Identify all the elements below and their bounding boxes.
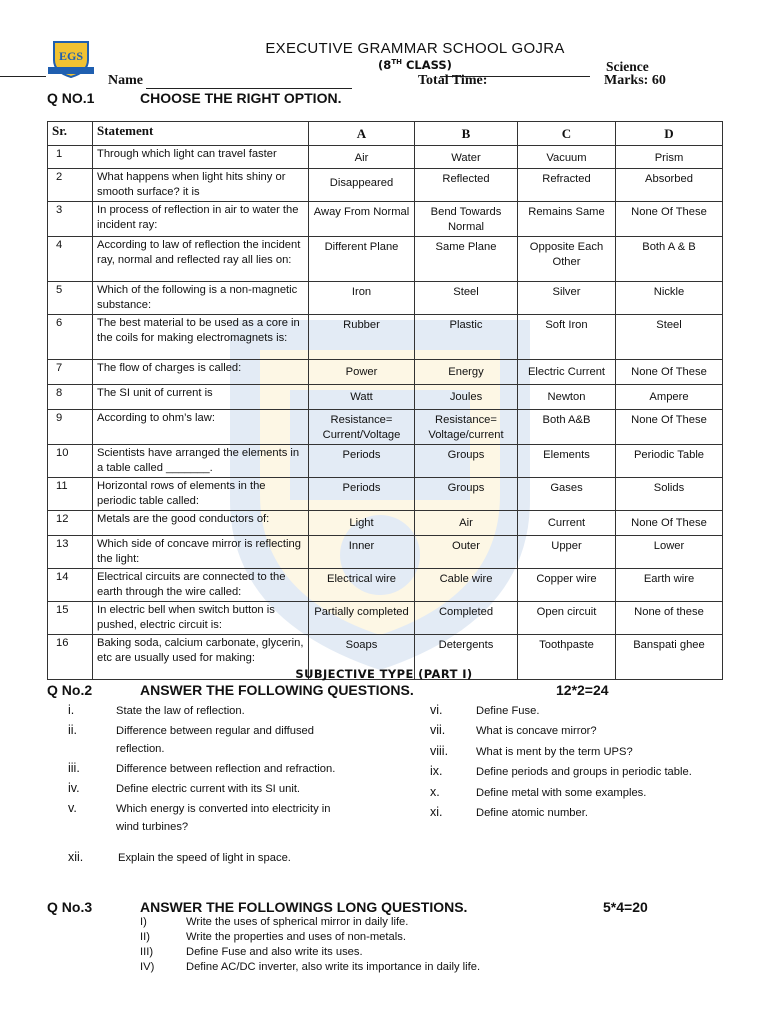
option-d: None Of These <box>616 511 723 536</box>
row-number: 8 <box>48 385 93 410</box>
option-d: Periodic Table <box>616 445 723 478</box>
option-a: Resistance= Current/Voltage <box>309 410 415 445</box>
list-number: III) <box>140 946 154 958</box>
row-number: 2 <box>48 169 93 202</box>
option-a: Periods <box>309 445 415 478</box>
table-row <box>48 360 723 385</box>
subject-label: Science <box>606 59 649 74</box>
name-blank <box>146 88 352 89</box>
row-number: 13 <box>48 536 93 569</box>
table-row <box>48 146 723 169</box>
option-c: Both A&B <box>518 410 616 445</box>
question-text: Define metal with some examples. <box>476 787 647 799</box>
option-b: Same Plane <box>415 237 518 282</box>
option-c: Refracted <box>518 169 616 202</box>
row-statement: The flow of charges is called: <box>93 360 309 385</box>
question-text: Write the properties and uses of non-metals. <box>186 931 406 943</box>
q1-number: Q NO.1 <box>47 90 95 106</box>
list-number: ii. <box>68 723 78 737</box>
option-c: Electric Current <box>518 360 616 385</box>
col-b: B <box>415 122 518 146</box>
option-c: Open circuit <box>518 602 616 635</box>
row-statement: What happens when light hits shiny or smooth surface? it is <box>93 169 309 202</box>
question-text: What is ment by the term UPS? <box>476 746 633 758</box>
row-statement: Scientists have arranged the elements in a table called _______. <box>93 445 309 478</box>
logo-lettering: EGS <box>58 49 84 63</box>
option-c: Silver <box>518 282 616 315</box>
option-d: Ampere <box>616 385 723 410</box>
list-number: xi. <box>430 805 443 819</box>
row-number: 4 <box>48 237 93 282</box>
school-logo <box>46 40 96 78</box>
mcq-table <box>47 121 723 680</box>
option-b: Outer <box>415 536 518 569</box>
row-statement: According to ohm’s law: <box>93 410 309 445</box>
option-d: Prism <box>616 146 723 169</box>
row-statement: Which of the following is a non-magnetic substance: <box>93 282 309 315</box>
option-c: Remains Same <box>518 202 616 237</box>
marks-label: Marks: 60 <box>604 73 666 88</box>
row-statement: The SI unit of current is <box>93 385 309 410</box>
question-text: Explain the speed of light in space. <box>118 852 291 864</box>
list-number: x. <box>430 785 440 799</box>
option-b: Joules <box>415 385 518 410</box>
row-number: 15 <box>48 602 93 635</box>
school-name: EXECUTIVE GRAMMAR SCHOOL GOJRA <box>265 40 565 57</box>
option-b: Detergents <box>415 635 518 680</box>
option-b: Cable wire <box>415 569 518 602</box>
option-b: Groups <box>415 445 518 478</box>
option-c: Opposite Each Other <box>518 237 616 282</box>
option-a: Light <box>309 511 415 536</box>
total-time-label: Total Time: <box>418 73 488 88</box>
option-d: Lower <box>616 536 723 569</box>
option-d: Earth wire <box>616 569 723 602</box>
q2-title: ANSWER THE FOLLOWING QUESTIONS. <box>140 682 414 698</box>
list-number: iii. <box>68 761 80 775</box>
row-number: 12 <box>48 511 93 536</box>
option-a: Partially completed <box>309 602 415 635</box>
option-c: Elements <box>518 445 616 478</box>
class-label: (8TH CLASS) <box>378 58 452 72</box>
row-statement: In electric bell when switch button is pushed, electric circuit is: <box>93 602 309 635</box>
row-number: 16 <box>48 635 93 680</box>
row-statement: According to law of reflection the incident ray, normal and reflected ray all lies on: <box>93 237 309 282</box>
option-a: Disappeared <box>309 169 415 202</box>
option-c: Current <box>518 511 616 536</box>
option-b: Completed <box>415 602 518 635</box>
row-number: 1 <box>48 146 93 169</box>
row-statement: Which side of concave mirror is reflecting the light: <box>93 536 309 569</box>
row-number: 5 <box>48 282 93 315</box>
col-d: D <box>616 122 723 146</box>
row-statement: In process of reflection in air to water the incident ray: <box>93 202 309 237</box>
list-number: i. <box>68 703 75 717</box>
question-text: What is concave mirror? <box>476 725 597 737</box>
table-row <box>48 282 723 315</box>
list-number: vii. <box>430 723 446 737</box>
option-a: Periods <box>309 478 415 511</box>
table-row <box>48 445 723 478</box>
q2-last-item <box>68 848 368 868</box>
option-a: Air <box>309 146 415 169</box>
option-a: Inner <box>309 536 415 569</box>
mcq-header-row <box>48 122 723 146</box>
col-sr: Sr. <box>48 122 93 146</box>
q2-right-list <box>430 701 730 831</box>
option-d: Solids <box>616 478 723 511</box>
question-text: Which energy is converted into electricity in wind turbines? <box>116 803 331 833</box>
q2-marks: 12*2=24 <box>556 682 609 698</box>
table-row <box>48 315 723 360</box>
subjective-heading: SUBJECTIVE TYPE (PART I) <box>295 667 473 681</box>
list-number: II) <box>140 931 150 943</box>
row-statement: Through which light can travel faster <box>93 146 309 169</box>
option-b: Reflected <box>415 169 518 202</box>
option-d: None of these <box>616 602 723 635</box>
option-a: Watt <box>309 385 415 410</box>
table-row <box>48 569 723 602</box>
row-number: 14 <box>48 569 93 602</box>
col-c: C <box>518 122 616 146</box>
option-d: None Of These <box>616 360 723 385</box>
row-statement: Metals are the good conductors of: <box>93 511 309 536</box>
q3-title: ANSWER THE FOLLOWINGS LONG QUESTIONS. <box>140 899 468 915</box>
option-b: Steel <box>415 282 518 315</box>
option-a: Power <box>309 360 415 385</box>
option-b: Bend Towards Normal <box>415 202 518 237</box>
option-c: Gases <box>518 478 616 511</box>
option-b: Water <box>415 146 518 169</box>
list-number: I) <box>140 916 147 928</box>
row-number: 9 <box>48 410 93 445</box>
question-text: Define periods and groups in periodic table. <box>476 766 692 778</box>
header-rule-left <box>0 76 46 77</box>
option-d: None Of These <box>616 410 723 445</box>
option-a: Away From Normal <box>309 202 415 237</box>
row-statement: Horizontal rows of elements in the periodic table called: <box>93 478 309 511</box>
question-text: Define atomic number. <box>476 807 588 819</box>
option-c: Vacuum <box>518 146 616 169</box>
list-number: xii. <box>68 850 84 864</box>
option-a: Rubber <box>309 315 415 360</box>
question-text: Define Fuse and also write its uses. <box>186 946 363 958</box>
option-d: Banspati ghee <box>616 635 723 680</box>
option-d: Steel <box>616 315 723 360</box>
col-a: A <box>309 122 415 146</box>
question-text: Define electric current with its SI unit. <box>116 783 301 795</box>
q2-left-list <box>68 701 358 851</box>
option-d: Absorbed <box>616 169 723 202</box>
list-number: viii. <box>430 744 449 758</box>
option-b: Air <box>415 511 518 536</box>
table-row <box>48 237 723 282</box>
name-label: Name <box>108 73 143 88</box>
question-text: State the law of reflection. <box>116 705 245 717</box>
row-number: 7 <box>48 360 93 385</box>
row-number: 3 <box>48 202 93 237</box>
q3-number: Q No.3 <box>47 899 93 915</box>
q3-marks: 5*4=20 <box>603 899 648 915</box>
table-row <box>48 511 723 536</box>
question-text: Difference between regular and diffused reflection. <box>116 725 314 755</box>
q1-title: CHOOSE THE RIGHT OPTION. <box>140 90 342 106</box>
option-c: Copper wire <box>518 569 616 602</box>
list-number: vi. <box>430 703 443 717</box>
q2-number: Q No.2 <box>47 682 93 698</box>
table-row <box>48 169 723 202</box>
option-c: Upper <box>518 536 616 569</box>
option-a: Different Plane <box>309 237 415 282</box>
question-text: Define AC/DC inverter, also write its importance in daily life. <box>186 961 481 973</box>
table-row <box>48 410 723 445</box>
table-row <box>48 536 723 569</box>
question-text: Write the uses of spherical mirror in daily life. <box>186 916 409 928</box>
question-text: Define Fuse. <box>476 705 540 717</box>
row-statement: Baking soda, calcium carbonate, glycerin, etc are usually used for making: <box>93 635 309 680</box>
option-a: Iron <box>309 282 415 315</box>
option-b: Plastic <box>415 315 518 360</box>
option-a: Electrical wire <box>309 569 415 602</box>
option-c: Toothpaste <box>518 635 616 680</box>
row-number: 11 <box>48 478 93 511</box>
row-statement: The best material to be used as a core in the coils for making electromagnets is: <box>93 315 309 360</box>
option-d: Nickle <box>616 282 723 315</box>
row-number: 10 <box>48 445 93 478</box>
table-row <box>48 202 723 237</box>
option-d: Both A & B <box>616 237 723 282</box>
col-statement: Statement <box>93 122 309 146</box>
option-b: Energy <box>415 360 518 385</box>
option-c: Soft Iron <box>518 315 616 360</box>
option-a: Soaps <box>309 635 415 680</box>
q3-list <box>140 916 640 980</box>
row-number: 6 <box>48 315 93 360</box>
option-b: Resistance= Voltage/current <box>415 410 518 445</box>
list-number: IV) <box>140 961 155 973</box>
question-text: Difference between reflection and refraction. <box>116 763 336 775</box>
option-b: Groups <box>415 478 518 511</box>
list-number: v. <box>68 801 77 815</box>
table-row <box>48 602 723 635</box>
list-number: ix. <box>430 764 443 778</box>
list-number: iv. <box>68 781 80 795</box>
option-c: Newton <box>518 385 616 410</box>
table-row <box>48 478 723 511</box>
option-d: None Of These <box>616 202 723 237</box>
row-statement: Electrical circuits are connected to the earth through the wire called: <box>93 569 309 602</box>
table-row <box>48 385 723 410</box>
